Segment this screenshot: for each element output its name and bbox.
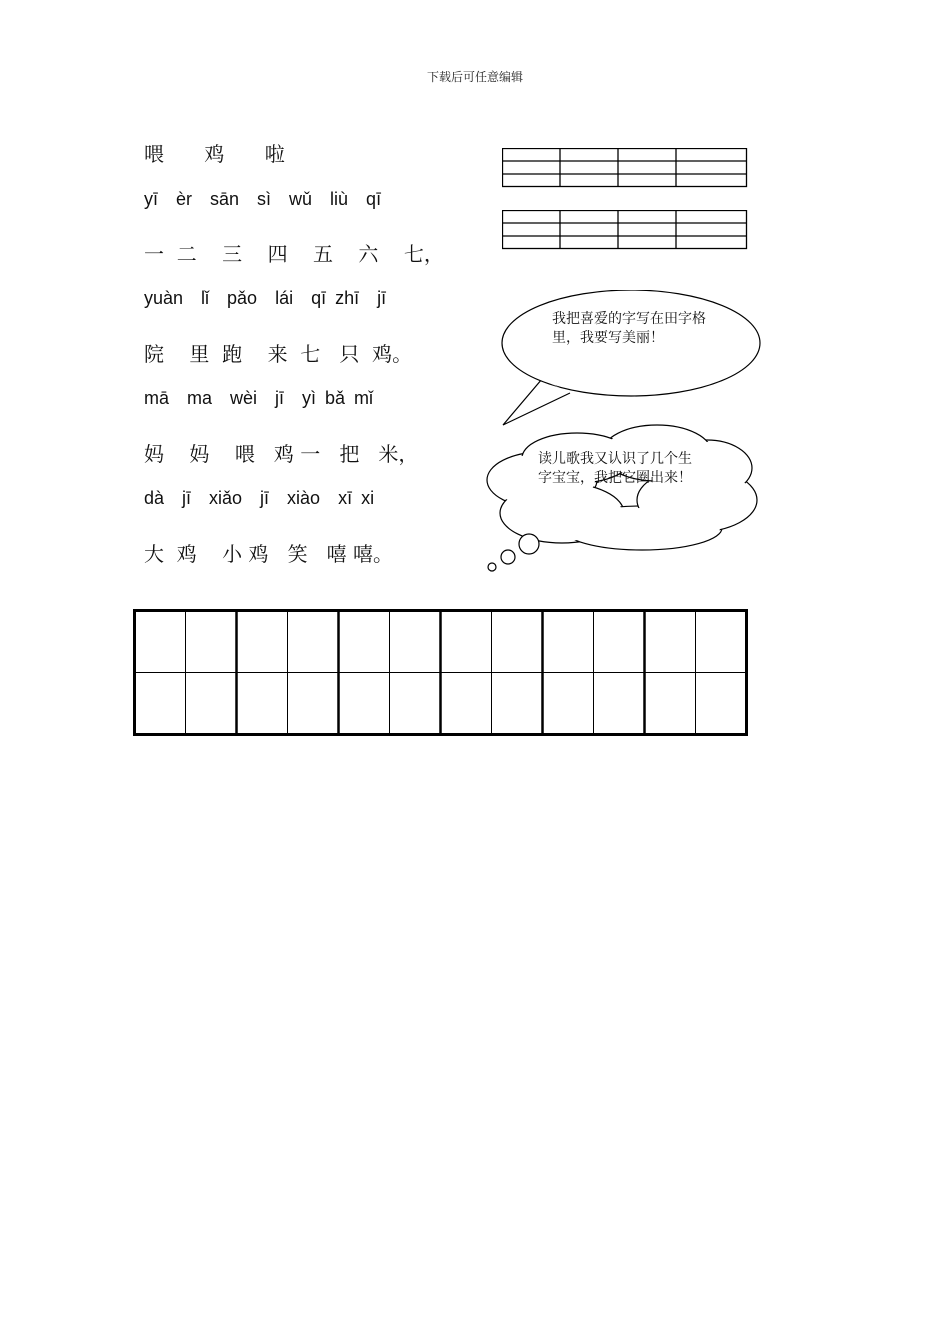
- hanzi-line-4: 大 鸡 小 鸡 笑 嘻 嘻。: [144, 542, 394, 566]
- hanzi-line-3: 妈 妈 喂 鸡 一 把 米，: [144, 442, 419, 466]
- tian-zi-ge-grid[interactable]: [133, 609, 749, 737]
- hanzi-line-1: 一 二 三 四 五 六 七，: [144, 242, 444, 266]
- pinyin-line-3: mā ma wèi jī yì bǎ mǐ: [144, 388, 374, 408]
- header-note: 下载后可任意编辑: [426, 70, 523, 84]
- hanzi-line-2: 院 里 跑 来 七 只 鸡。: [144, 342, 413, 366]
- pinyin-line-1: yī èr sān sì wǔ liù qī: [144, 189, 382, 209]
- pinyin-writing-grid-1[interactable]: [502, 148, 748, 188]
- pinyin-line-2: yuàn lǐ pǎo lái qī zhī jī: [144, 288, 387, 308]
- pinyin-writing-grid-2[interactable]: [502, 210, 748, 250]
- speech-bubble-text: 我把喜爱的字写在田字格里，我要写美丽！: [552, 311, 706, 346]
- thought-cloud-text: 读儿歌我又认识了几个生字宝宝，我把它圈出来！: [538, 451, 692, 486]
- pinyin-line-4: dà jī xiǎo jī xiào xī xi: [144, 488, 375, 508]
- thought-cloud: [482, 418, 767, 578]
- poem-title: 喂 鸡 啦: [144, 142, 302, 166]
